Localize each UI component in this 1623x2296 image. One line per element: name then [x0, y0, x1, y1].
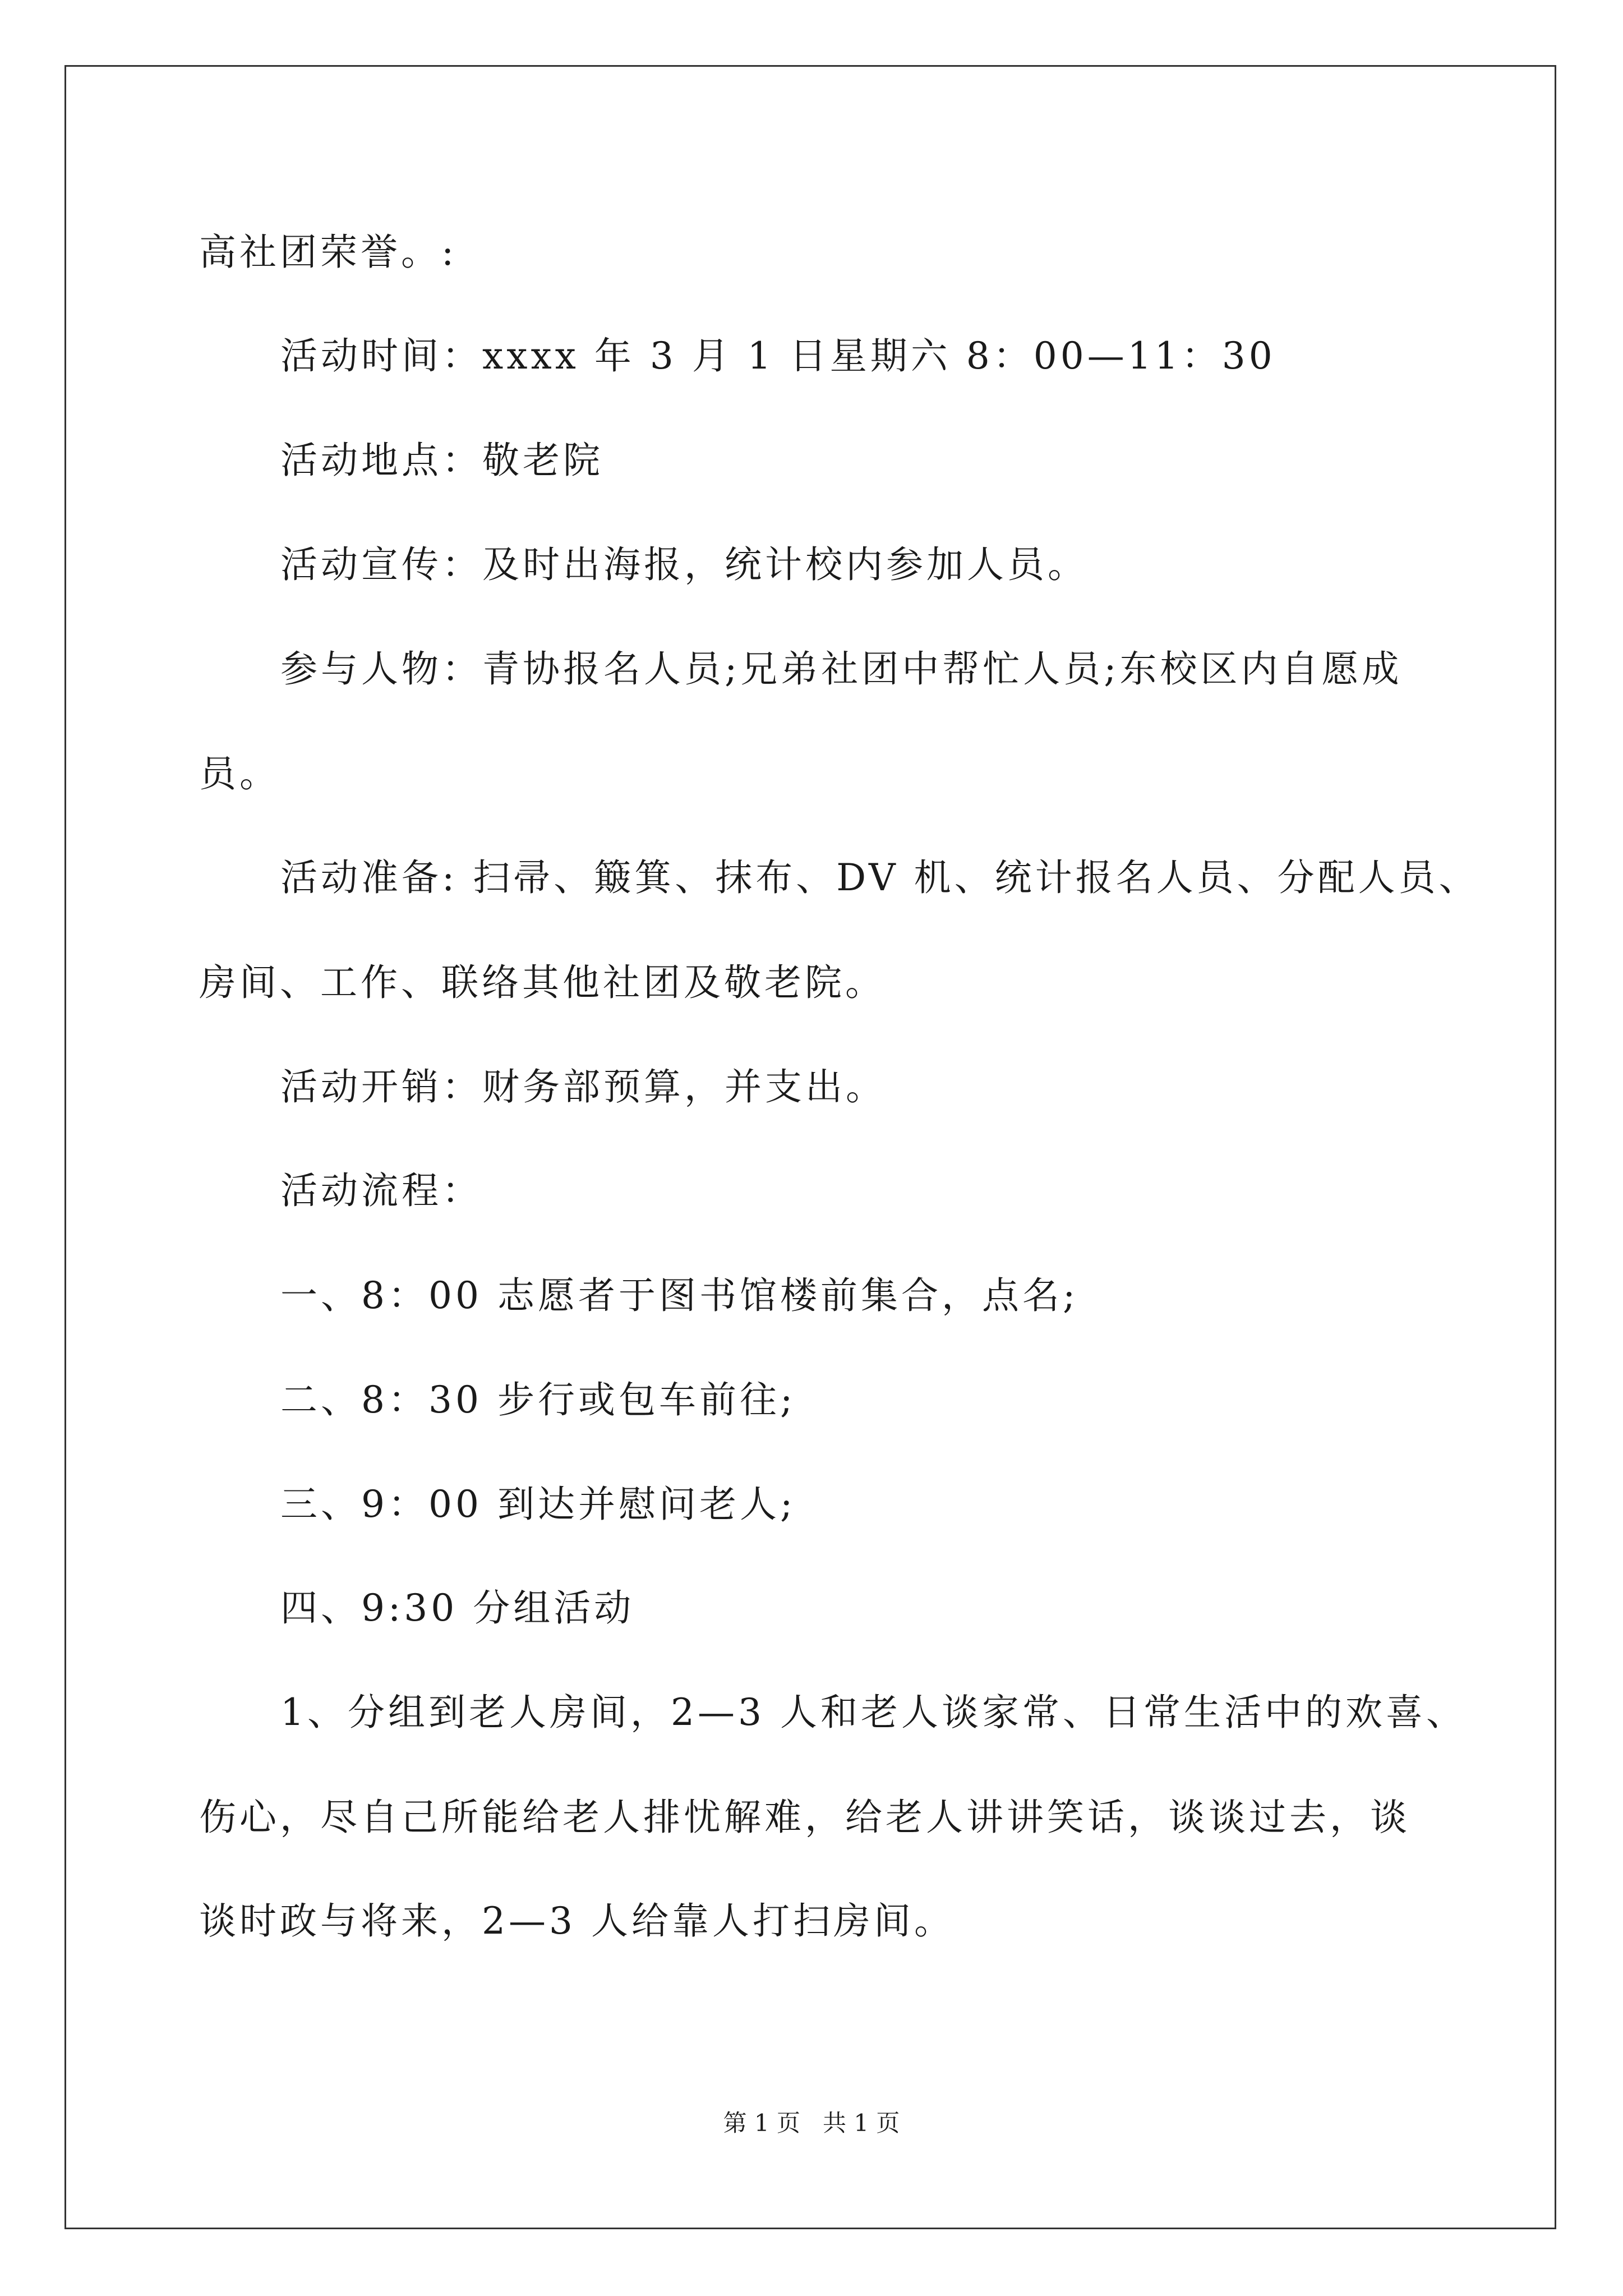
text-line-step-3: 三、9：00 到达并慰问老人; [280, 1483, 796, 1526]
text-line-1: 高社团荣誉。: [199, 231, 458, 274]
text-line-step-4: 四、9:30 分组活动 [280, 1586, 635, 1630]
text-line-step-2: 二、8：30 步行或包车前往; [280, 1378, 796, 1421]
text-line-preparation: 活动准备: 扫帚、簸箕、抹布、DV 机、统计报名人员、分配人员、 [280, 856, 1479, 899]
text-line-substep-1: 1、分组到老人房间，2—3 人和老人谈家常、日常生活中的欢喜、 [280, 1691, 1467, 1734]
text-line-participants: 参与人物：青协报名人员;兄弟社团中帮忙人员;东校区内自愿成 [280, 647, 1403, 691]
text-line-participants-cont: 员。 [199, 752, 280, 795]
page-total: 共 1 页 [823, 2109, 900, 2137]
text-line-expenses: 活动开销：财务部预算，并支出。 [280, 1065, 886, 1108]
text-line-activity-location: 活动地点：敬老院 [280, 439, 603, 482]
text-line-substep-1-cont-2: 谈时政与将来，2—3 人给靠人打扫房间。 [199, 1899, 955, 1943]
text-line-process-heading: 活动流程： [280, 1169, 482, 1212]
text-line-step-1: 一、8：00 志愿者于图书馆楼前集合，点名; [280, 1274, 1079, 1317]
page-number: 第 1 页 [723, 2109, 800, 2137]
text-line-activity-publicity: 活动宣传：及时出海报，统计校内参加人员。 [280, 543, 1088, 586]
page-footer [0, 2109, 1623, 2137]
text-line-activity-time: 活动时间：xxxx 年 3 月 1 日星期六 8：00—11：30 [280, 334, 1276, 378]
text-line-preparation-cont: 房间、工作、联络其他社团及敬老院。 [199, 961, 886, 1004]
text-line-substep-1-cont: 伤心，尽自己所能给老人排忧解难，给老人讲讲笑话，谈谈过去，谈 [199, 1796, 1410, 1839]
